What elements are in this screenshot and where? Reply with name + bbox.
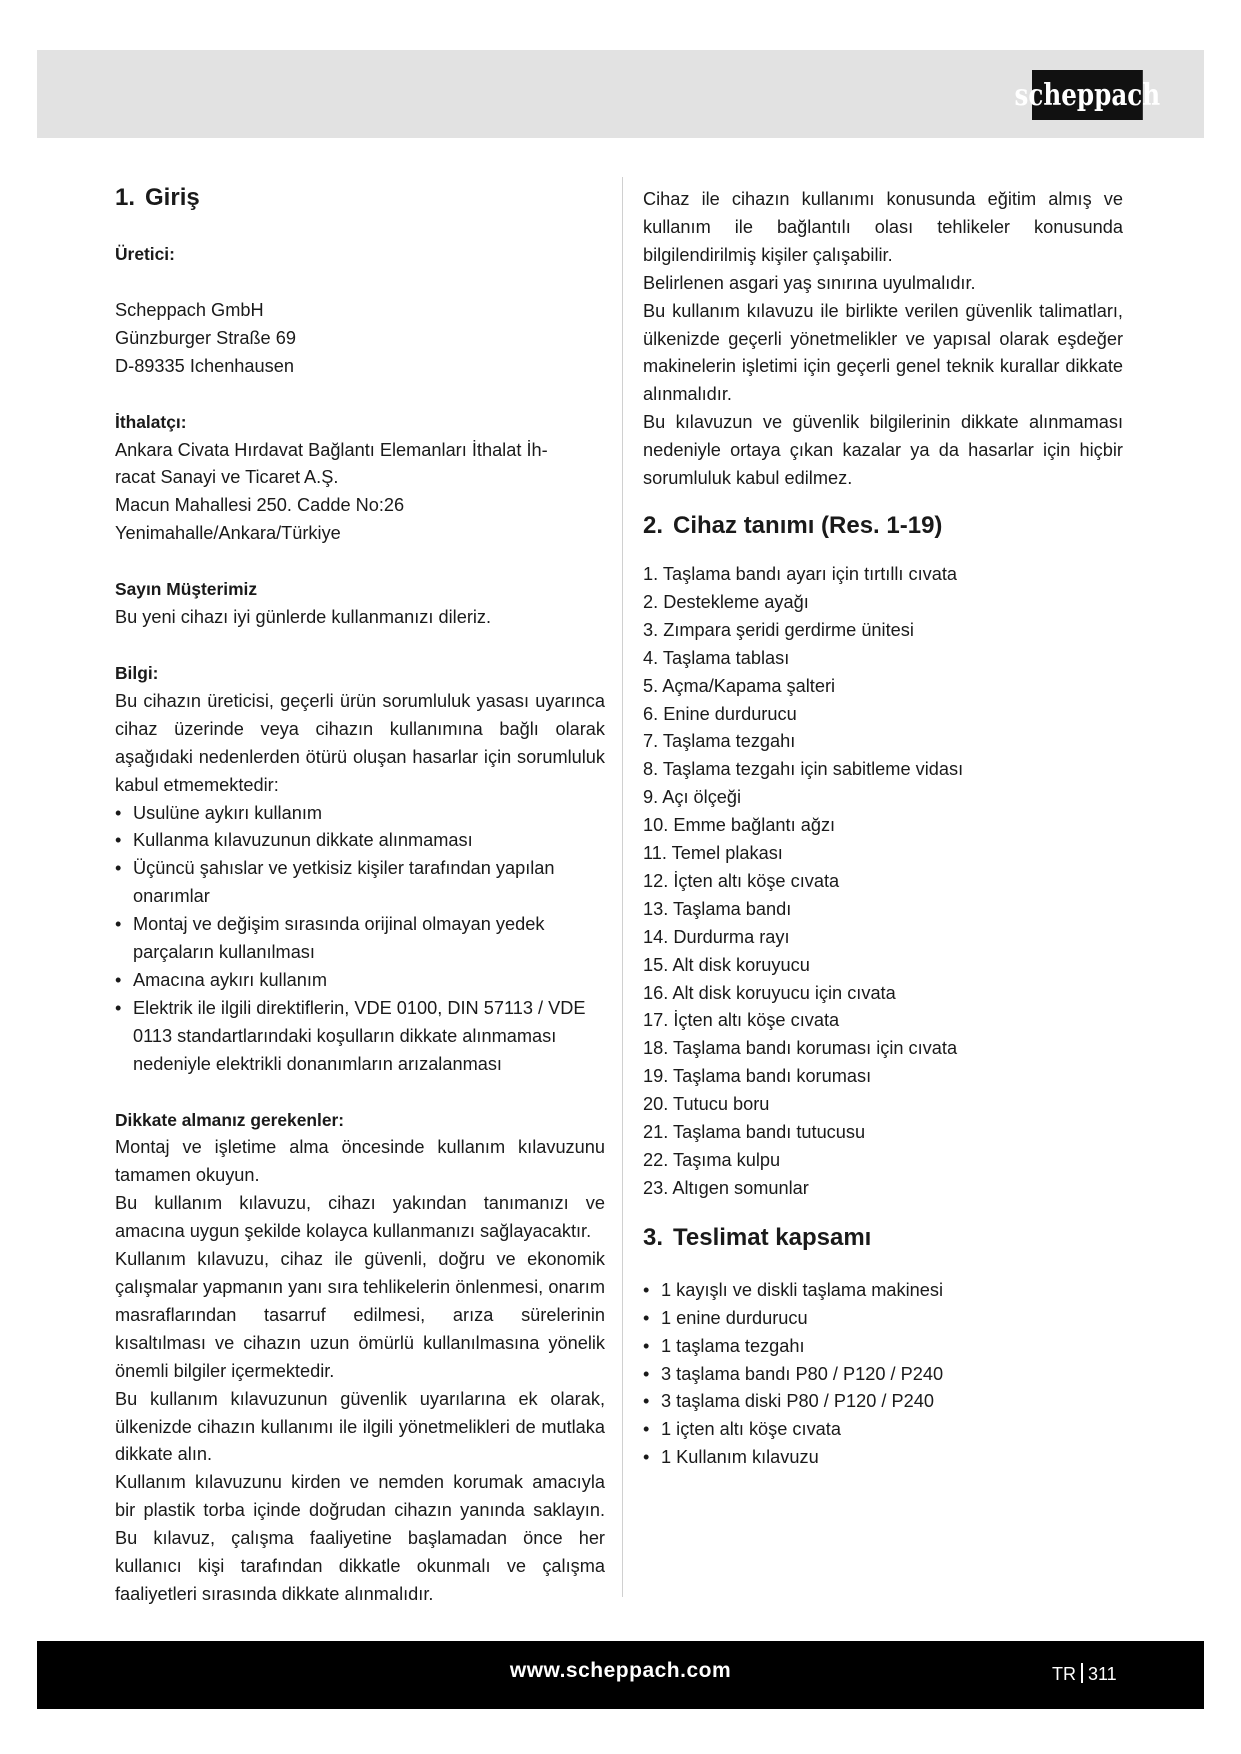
section-2-title: Cihaz tanımı (Res. 1-19) [673,511,943,539]
list-item: 21. Taşlama bandı tutucusu [643,1122,866,1143]
manufacturer-line: Günzburger Straße 69 [115,327,296,348]
importer-line: Yenimahalle/Ankara/Türkiye [115,523,341,544]
list-item: • 3 taşlama bandı P80 / P120 / P240 [643,1361,1123,1389]
list-item: 12. İçten altı köşe cıvata [643,870,840,891]
list-item: 14. Durdurma rayı [643,926,790,947]
manufacturer-line: Scheppach GmbH [115,299,264,320]
list-item: 19. Taşlama bandı koruması [643,1066,872,1087]
intro-paragraph: Cihaz ile cihazın kullanımı konusunda eğitim almış ve kullanım ile bağlantılı olası tehlikeler konusunda bilgilendirilmiş kişiler çalışabilir. [643,189,1123,265]
attention-paragraph: Montaj ve işletime alma öncesinde kullanım kılavuzunu tamamen okuyun. [115,1137,605,1186]
language-code: TR [1052,1664,1076,1684]
right-column [643,186,1123,1472]
section-3-heading [643,1223,1123,1253]
intro-paragraph: Bu kılavuzun ve güvenlik bilgilerinin dikkate alınmaması nedeniyle ortaya çıkan kazalar ya da hasarlar için hiçbir sorumluluk kabul edilmez. [643,412,1123,489]
list-item: • Amacına aykırı kullanım [115,967,605,995]
list-item: • 1 enine durdurucu [643,1305,1123,1333]
list-item: 7. Taşlama tezgahı [643,731,796,752]
list-item: 6. Enine durdurucu [643,703,797,724]
page-number: 311 [1088,1664,1117,1684]
list-item: 9. Açı ölçeği [643,787,742,808]
list-item: 20. Tutucu boru [643,1094,770,1115]
footer-website-link[interactable]: www.scheppach.com [509,1659,732,1682]
left-column [115,183,605,1609]
attention-paragraph: Bu kullanım kılavuzu, cihazı yakından tanımanızı ve amacına uygun şekilde kolayca kullanmanızı sağlayacaktır. [115,1193,605,1242]
list-item: 17. İçten altı köşe cıvata [643,1010,840,1031]
manufacturer-label: Üretici: [115,244,175,264]
section-3-number: 3. [643,1223,664,1251]
list-item: 2. Destekleme ayağı [643,591,809,612]
attention-paragraph: Bu kullanım kılavuzunun güvenlik uyarılarına ek olarak, ülkenizde cihazın kullanımı ile ilgili yönetmelikleri de mutlaka dikkate alın. [115,1388,605,1465]
list-item: 5. Açma/Kapama şalteri [643,675,836,696]
info-bullet-list [115,800,605,1079]
parts-list [643,561,1123,1203]
list-item: • Üçüncü şahıslar ve yetkisiz kişiler tarafından yapılan onarımlar [115,855,605,911]
importer-label: İthalatçı: [115,411,187,432]
page-separator [1081,1663,1083,1683]
list-item: • 3 taşlama diski P80 / P120 / P240 [643,1388,1123,1416]
importer-line: Ankara Civata Hırdavat Bağlantı Elemanları İthalat İh- [115,439,548,460]
list-item: • Elektrik ile ilgili direktiflerin, VDE 0100, DIN 57113 / VDE 0113 standartlarındaki koşulların dikkate alınmaması nedeniyle elektrikli donanımların arızalanması [115,995,605,1079]
column-divider [622,177,623,1597]
list-item: • 1 taşlama tezgahı [643,1333,1123,1361]
list-item: • Usulüne aykırı kullanım [115,800,605,828]
list-item: • 1 Kullanım kılavuzu [643,1444,1123,1472]
customer-text: Bu yeni cihazı iyi günlerde kullanmanızı dileriz. [115,607,492,628]
manufacturer-line: D-89335 Ichenhausen [115,355,294,376]
list-item: 4. Taşlama tablası [643,647,790,668]
list-item: 13. Taşlama bandı [643,898,792,919]
list-item: 8. Taşlama tezgahı için sabitleme vidası [643,759,964,780]
intro-paragraph: Belirlenen asgari yaş sınırına uyulmalıdır. [643,272,976,293]
list-item: • Kullanma kılavuzunun dikkate alınmaması [115,827,605,855]
list-item: 1. Taşlama bandı ayarı için tırtıllı cıvata [643,563,958,584]
customer-label: Sayın Müşterimiz [115,579,258,600]
section-2-heading [643,511,1123,541]
list-item: 18. Taşlama bandı koruması için cıvata [643,1038,958,1059]
section-2-number: 2. [643,511,664,539]
attention-paragraph: Kullanım kılavuzu, cihaz ile güvenli, doğru ve ekonomik çalışmalar yapmanın yanı sıra tehlikelerin önlenmesi, onarım masraflarından tasarruf edilmesi, arıza sürelerinin kısaltılması ve cihazın uzun ömürlü kullanılmasına yönelik önemli bilgiler içermektedir. [115,1249,605,1381]
list-item: 10. Emme bağlantı ağzı [643,815,836,836]
section-1-heading [115,183,605,213]
importer-line: racat Sanayi ve Ticaret A.Ş. [115,467,339,488]
list-item: 11. Temel plakası [643,843,783,864]
scope-list [643,1277,1123,1472]
section-1-title: Giriş [145,184,200,211]
page-indicator [1052,1660,1117,1688]
list-item: 15. Alt disk koruyucu [643,954,810,975]
section-3-title: Teslimat kapsamı [673,1223,872,1251]
info-label: Bilgi: [115,662,159,683]
list-item: • 1 kayışlı ve diskli taşlama makinesi [643,1277,1123,1305]
list-item: 3. Zımpara şeridi gerdirme ünitesi [643,619,914,640]
list-item: 16. Alt disk koruyucu için cıvata [643,982,896,1003]
list-item: 22. Taşıma kulpu [643,1150,781,1170]
intro-paragraph: Bu kullanım kılavuzu ile birlikte verilen güvenlik talimatları, ülkenizde geçerli yönetmelikler ve yapısal olarak eşdeğer makinelerin işletimi için geçerli genel teknik kurallar dikkate alınmalıdır. [643,300,1123,405]
list-item: • 1 içten altı köşe cıvata [643,1416,1123,1444]
info-text: Bu cihazın üreticisi, geçerli ürün sorumluluk yasası uyarınca cihaz üzerinde veya cihazın kullanımına bağlı olarak aşağıdaki nedenlerden ötürü oluşan hasarlar için sorumluluk kabul etmemektedir: [115,690,605,795]
list-item: • Montaj ve değişim sırasında orijinal olmayan yedek parçaların kullanılması [115,911,605,967]
section-1-number: 1. [115,184,136,211]
attention-paragraph: Kullanım kılavuzunu kirden ve nemden korumak amacıyla bir plastik torba içinde doğrudan cihazın yanında saklayın. Bu kılavuz, çalışma faaliyetine başlamadan önce her kullanıcı kişi tarafından dikkatle okunmalı ve çalışma faaliyetleri sırasında dikkate alınmalıdır. [115,1472,605,1604]
list-item: 23. Altıgen somunlar [643,1177,809,1198]
importer-line: Macun Mahallesi 250. Cadde No:26 [115,495,405,516]
scheppach-logo: scheppach [1032,70,1143,120]
attention-label: Dikkate almanız gerekenler: [115,1109,345,1130]
